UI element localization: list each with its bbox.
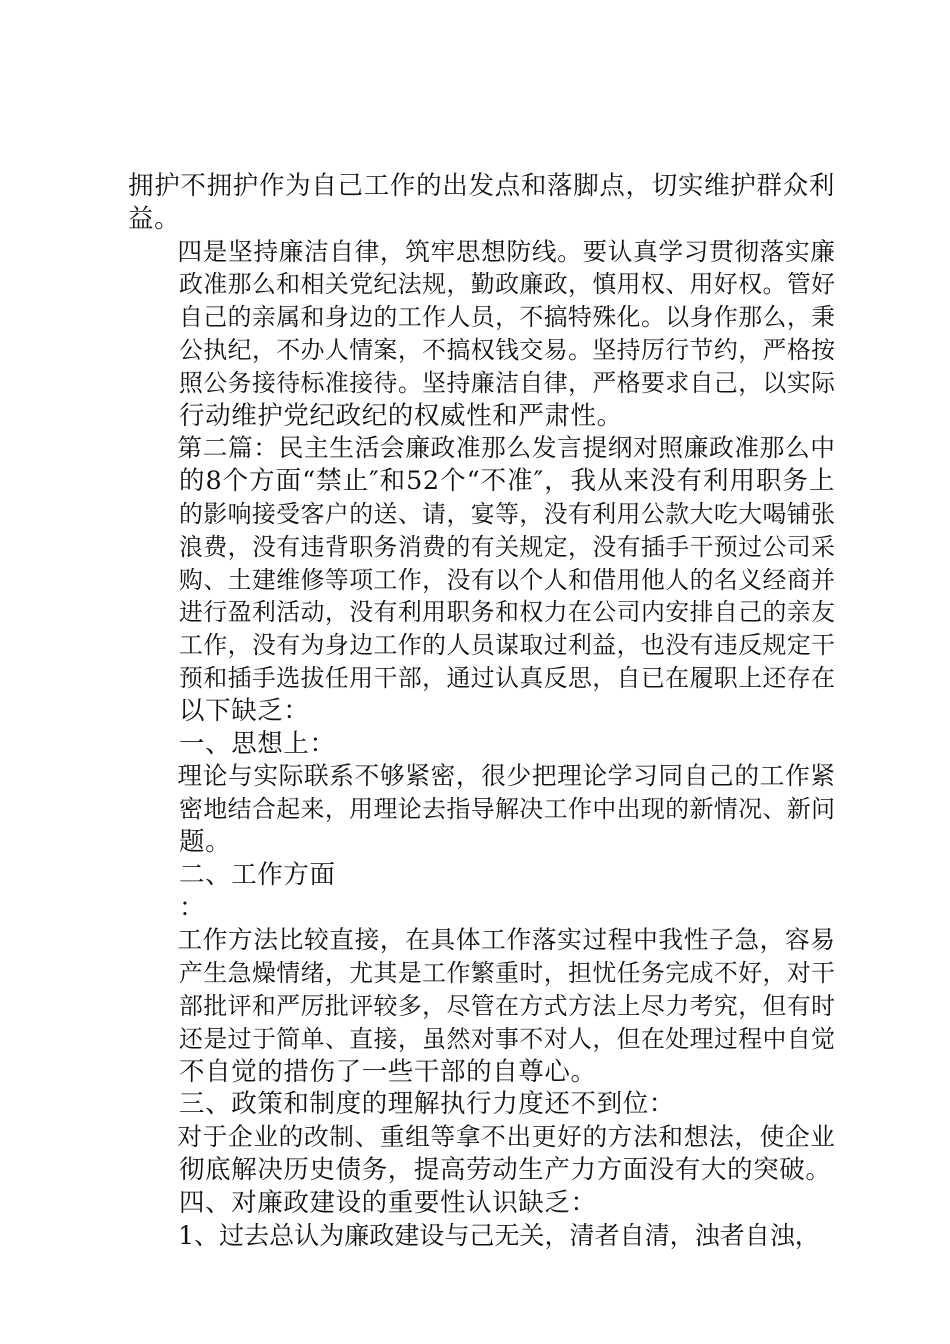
text-line: 题。 bbox=[179, 826, 232, 857]
text-line: 行动维护党纪政纪的权威性和严肃性。 bbox=[179, 400, 623, 431]
heading-line: 一、思想上： bbox=[179, 728, 336, 759]
text-line: 自己的亲属和身边的工作人员，不搞特殊化。以身作那么，秉 bbox=[179, 303, 835, 332]
paragraph bbox=[128, 892, 835, 925]
paragraph bbox=[128, 924, 835, 1088]
heading-line: 三、政策和制度的理解执行力度还不到位： bbox=[179, 1089, 675, 1120]
text-line: 1、过去总认为廉政建设与己无关，清者自清，浊者自浊， bbox=[178, 1220, 820, 1250]
text-line: 的8个方面“禁止″和52个“不准″，我从来没有利用职务上 bbox=[179, 466, 835, 497]
text-line: 政准那么和相关党纪法规，勤政廉政，慎用权、用好权。管好 bbox=[179, 270, 835, 299]
text-line: 浪费，没有违背职务消费的有关规定，没有插手干预过公司采 bbox=[179, 532, 835, 561]
text-line: 对于企业的改制、重组等拿不出更好的方法和想法，使企业 bbox=[177, 1122, 835, 1152]
text-line: 工作，没有为身边工作的人员谋取过利益，也没有违反规定干 bbox=[179, 631, 835, 660]
heading-line: 四、对廉政建设的重要性认识缺乏： bbox=[179, 1187, 597, 1218]
paragraph bbox=[128, 1088, 835, 1121]
text-line: 理论与实际联系不够紧密，很少把理论学习同自己的工作紧 bbox=[177, 761, 835, 791]
paragraph bbox=[128, 1220, 835, 1253]
text-line: 公执纪，不办人情案，不搞权钱交易。坚持厉行节约，严格按 bbox=[179, 335, 835, 364]
text-line: 不自觉的措伤了一些干部的自尊心。 bbox=[179, 1056, 597, 1087]
text-line: 还是过于简单、直接，虽然对事不对人，但在处理过程中自觉 bbox=[179, 1024, 835, 1053]
text-line: 预和插手选拔任用干部，通过认真反思，自已在履职上还存在 bbox=[179, 663, 835, 692]
text-line: ： bbox=[179, 892, 206, 923]
text-line: 以下缺乏： bbox=[179, 695, 310, 726]
text-line: 购、土建维修等项工作，没有以个人和借用他人的名义经商并 bbox=[179, 565, 835, 594]
paragraph bbox=[128, 1121, 835, 1187]
text-line: 彻底解决历史债务，提高劳动生产力方面没有大的突破。 bbox=[179, 1154, 832, 1185]
text-line: 密地结合起来，用理论去指导解决工作中出现的新情况、新问 bbox=[179, 795, 835, 824]
paragraph bbox=[128, 1187, 835, 1220]
paragraph bbox=[128, 170, 835, 236]
text-line: 四是坚持廉洁自律，筑牢思想防线。要认真学习贯彻落实廉 bbox=[177, 236, 835, 266]
text-line: 进行盈利活动，没有利用职务和权力在公司内安排自己的亲友 bbox=[179, 598, 835, 627]
text-line: 的影响接受客户的送、请，宴等，没有利用公款大吃大喝铺张 bbox=[179, 499, 835, 528]
text-line: 工作方法比较直接，在具体工作落实过程中我性子急，容易 bbox=[177, 925, 835, 955]
text-line: 益。 bbox=[128, 203, 181, 234]
text-line: 产生急燥情绪，尤其是工作繁重时，担忧任务完成不好，对干 bbox=[179, 959, 835, 988]
paragraph bbox=[128, 859, 835, 892]
paragraph bbox=[128, 760, 835, 858]
text-line: 照公务接待标准接待。坚持廉洁自律，严格要求自己，以实际 bbox=[179, 368, 835, 397]
heading-line: 二、工作方面 bbox=[179, 859, 336, 890]
document-body bbox=[128, 170, 835, 1252]
paragraph bbox=[128, 432, 835, 727]
text-line: 第二篇：民主生活会廉政准那么发言提纲对照廉政准那么中 bbox=[177, 433, 835, 463]
paragraph bbox=[128, 728, 835, 761]
text-line: 部批评和严厉批评较多，尽管在方式方法上尽力考究，但有时 bbox=[179, 991, 835, 1020]
paragraph bbox=[128, 236, 835, 433]
text-line: 拥护不拥护作为自己工作的出发点和落脚点，切实维护群众利 bbox=[128, 171, 835, 201]
